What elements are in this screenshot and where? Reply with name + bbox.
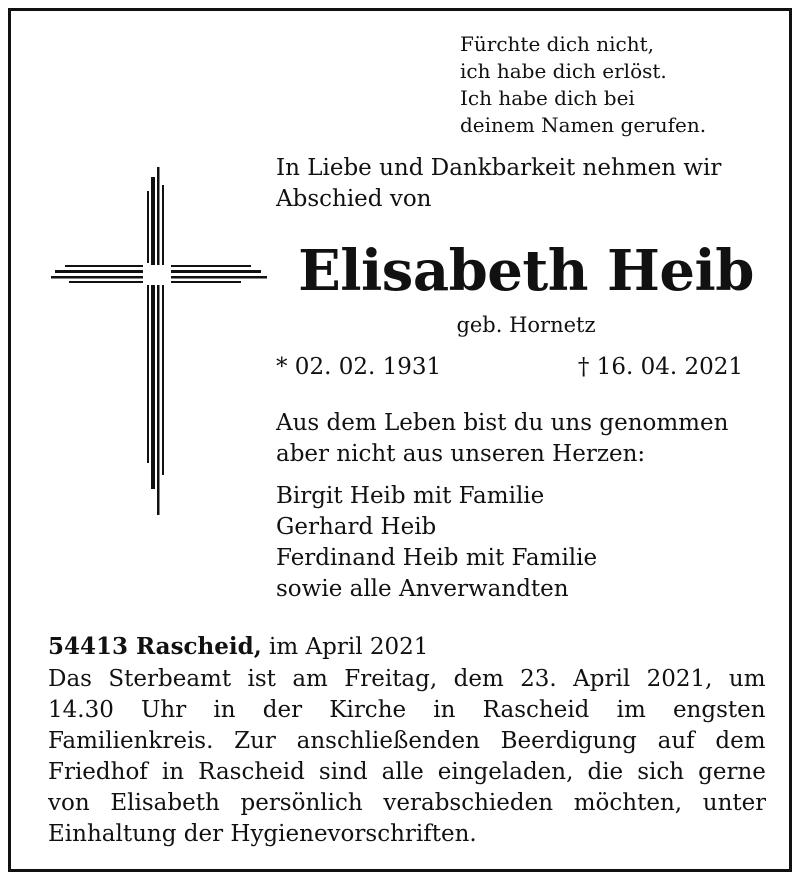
verse-line: deinem Namen gerufen. bbox=[460, 113, 707, 137]
memorial-quote bbox=[276, 408, 776, 470]
cross-icon bbox=[51, 167, 271, 519]
verse-line: Ich habe dich bei bbox=[460, 86, 635, 110]
obituary-notice bbox=[8, 8, 792, 872]
bible-verse bbox=[460, 31, 780, 139]
info-line: Friedhof in Rascheid sind alle eingeladen, die sich gerne bbox=[48, 759, 766, 785]
deceased-name: Elisabeth Heib bbox=[298, 238, 754, 304]
birth-date: * 02. 02. 1931 bbox=[276, 354, 442, 380]
funeral-info bbox=[48, 664, 766, 850]
quote-line: Aus dem Leben bist du uns genommen bbox=[276, 410, 729, 436]
quote-line: aber nicht aus unseren Herzen: bbox=[276, 441, 646, 467]
verse-line: Fürchte dich nicht, bbox=[460, 32, 655, 56]
mourner-line: Gerhard Heib bbox=[276, 514, 437, 540]
info-line: von Elisabeth persönlich verabschieden möchten, unter bbox=[48, 790, 766, 816]
info-line: Einhaltung der Hygienevorschriften. bbox=[48, 821, 477, 847]
info-line: Das Sterbeamt ist am Freitag, dem 23. April 2021, um bbox=[48, 666, 766, 692]
death-date: † 16. 04. 2021 bbox=[577, 354, 743, 380]
intro-line: In Liebe und Dankbarkeit nehmen wir bbox=[276, 155, 722, 181]
place-date-line bbox=[48, 631, 428, 663]
mourner-line: sowie alle Anverwandten bbox=[276, 576, 569, 602]
mourner-line: Birgit Heib mit Familie bbox=[276, 483, 545, 509]
verse-line: ich habe dich erlöst. bbox=[460, 59, 667, 83]
town: 54413 Rascheid, bbox=[48, 633, 262, 660]
intro-text bbox=[276, 153, 776, 215]
info-line: 14.30 Uhr in der Kirche in Rascheid im engsten bbox=[48, 697, 766, 723]
maiden-name: geb. Hornetz bbox=[456, 313, 596, 337]
notice-date: im April 2021 bbox=[261, 634, 429, 660]
intro-line: Abschied von bbox=[276, 186, 432, 212]
mourner-line: Ferdinand Heib mit Familie bbox=[276, 545, 598, 571]
info-line: Familienkreis. Zur anschließenden Beerdigung auf dem bbox=[48, 728, 766, 754]
mourners-list bbox=[276, 481, 776, 605]
